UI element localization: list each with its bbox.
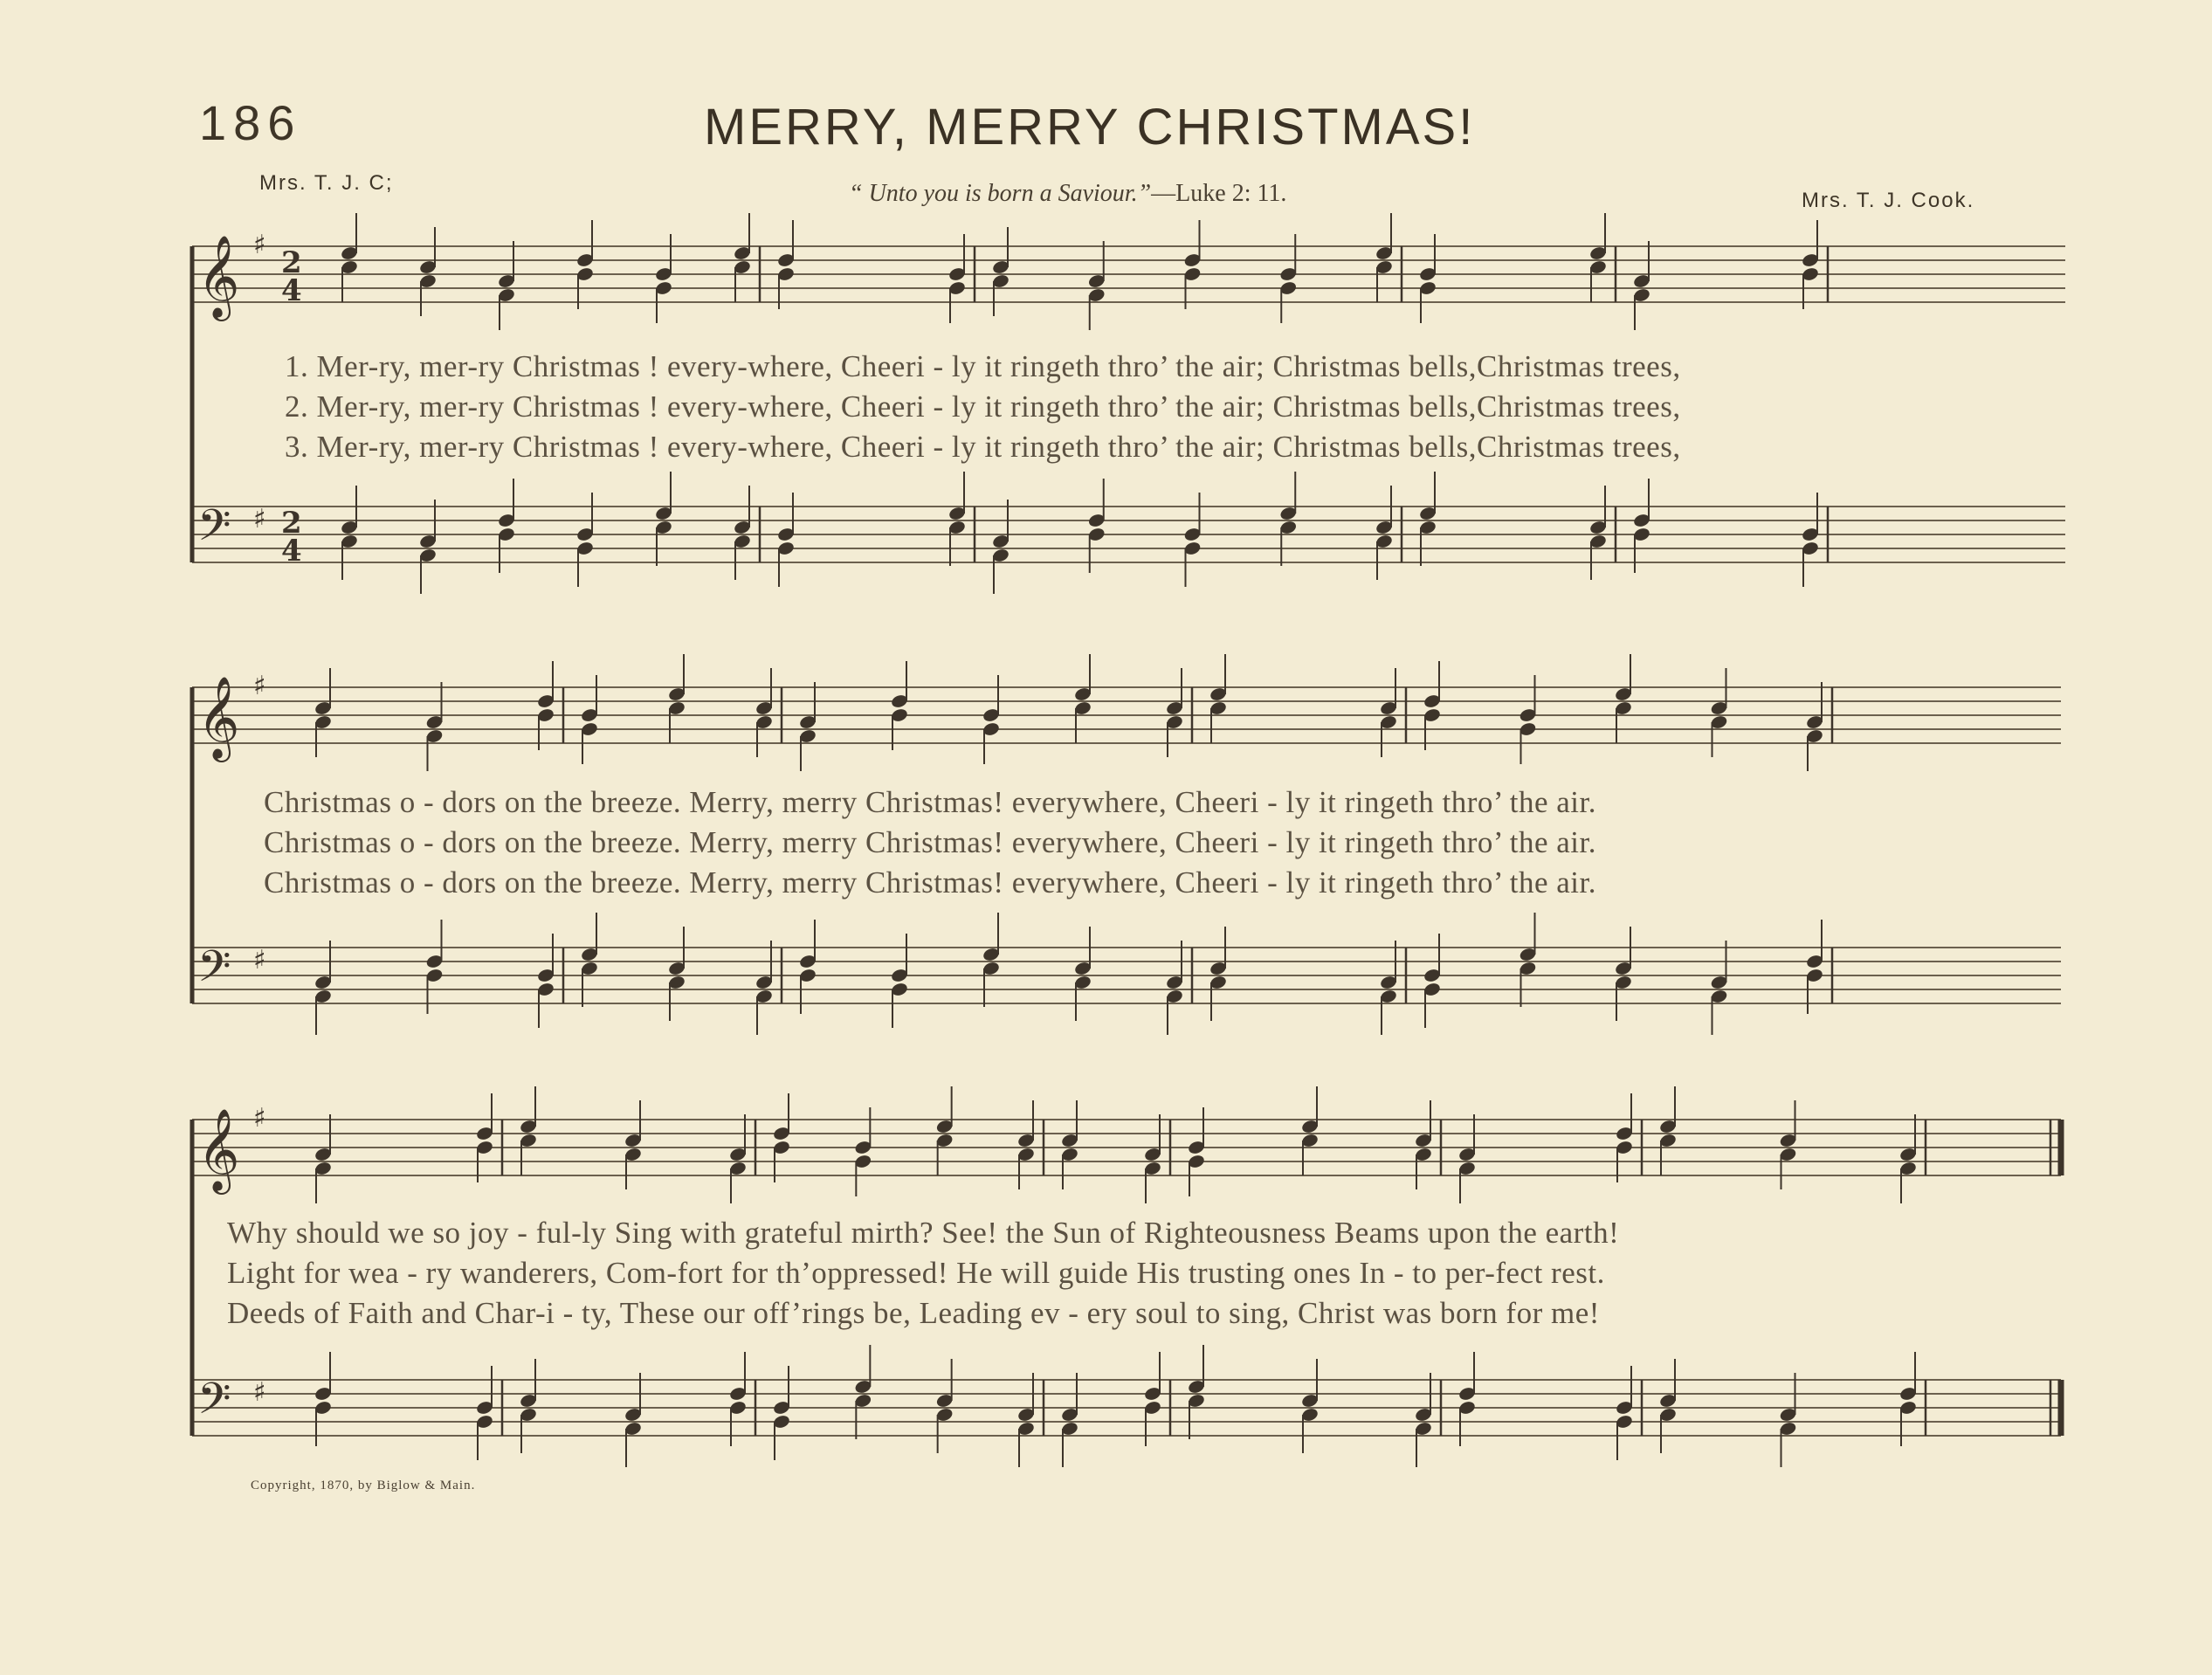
- sharp-icon: ♯: [253, 945, 266, 975]
- lyric-line-3-verse-3: Deeds of Faith and Char-i - ty, These our off’rings be, Leading ev - ery soul to sing, Christ was born for me!: [227, 1296, 1600, 1330]
- lyric-line-1-verse-2: 2. Mer-ry, mer-ry Christmas ! every-where, Cheeri - ly it ringeth thro’ the air; Christmas bells,Christmas trees,: [285, 389, 1681, 424]
- time-signature-icon: 4: [281, 534, 302, 569]
- epigraph-quote: “ Unto you is born a Saviour.”: [849, 180, 1152, 207]
- music-system-2: [183, 651, 2070, 1035]
- sharp-icon: ♯: [253, 504, 266, 534]
- page-number: 186: [199, 95, 302, 150]
- treble-clef-icon: 𝄞: [197, 235, 240, 318]
- lyric-line-3-verse-2: Light for wea - ry wanderers, Com-fort for th’oppressed! He will guide His trusting ones In - to per-fect rest.: [227, 1256, 1605, 1290]
- sharp-icon: ♯: [253, 1377, 266, 1408]
- lyric-line-2-verse-3: Christmas o - dors on the breeze. Merry, merry Christmas! everywhere, Cheeri - ly it ringeth thro’ the air.: [264, 865, 1596, 900]
- lyric-line-2-verse-1: Christmas o - dors on the breeze. Merry, merry Christmas! everywhere, Cheeri - ly it ringeth thro’ the air.: [264, 785, 1596, 819]
- time-signature-icon: 2: [281, 245, 302, 280]
- bass-clef-icon: 𝄢: [197, 500, 231, 562]
- sharp-icon: ♯: [253, 671, 266, 701]
- epigraph-reference: —Luke 2: 11.: [1151, 180, 1287, 207]
- copyright-notice: Copyright, 1870, by Biglow & Main.: [251, 1479, 476, 1492]
- lyric-line-1-verse-3: 3. Mer-ry, mer-ry Christmas ! every-where, Cheeri - ly it ringeth thro’ the air; Christmas bells,Christmas trees,: [285, 430, 1681, 464]
- lyric-line-1-verse-1: 1. Mer-ry, mer-ry Christmas ! every-where, Cheeri - ly it ringeth thro’ the air; Christmas bells,Christmas trees,: [285, 349, 1681, 383]
- treble-clef-icon: 𝄞: [197, 1108, 240, 1191]
- sharp-icon: ♯: [253, 1103, 266, 1134]
- composer-credit: Mrs. T. J. Cook.: [1802, 189, 1975, 212]
- lyricist-credit: Mrs. T. J. C;: [259, 171, 394, 195]
- epigraph: [849, 180, 1286, 208]
- music-system-1: [183, 210, 2070, 594]
- lyric-line-3-verse-1: Why should we so joy - ful-ly Sing with grateful mirth? See! the Sun of Righteousness Beams upon the earth!: [227, 1216, 1620, 1250]
- sharp-icon: ♯: [253, 230, 266, 260]
- bass-clef-icon: 𝄢: [197, 1374, 231, 1435]
- bass-clef-icon: 𝄢: [197, 941, 231, 1003]
- lyric-line-2-verse-2: Christmas o - dors on the breeze. Merry, merry Christmas! everywhere, Cheeri - ly it ringeth thro’ the air.: [264, 825, 1596, 859]
- time-signature-icon: 2: [281, 506, 302, 541]
- time-signature-icon: 4: [281, 273, 302, 308]
- page-title: MERRY, MERRY CHRISTMAS!: [704, 99, 1476, 155]
- treble-clef-icon: 𝄞: [197, 676, 240, 759]
- music-system-3: [183, 1083, 2070, 1467]
